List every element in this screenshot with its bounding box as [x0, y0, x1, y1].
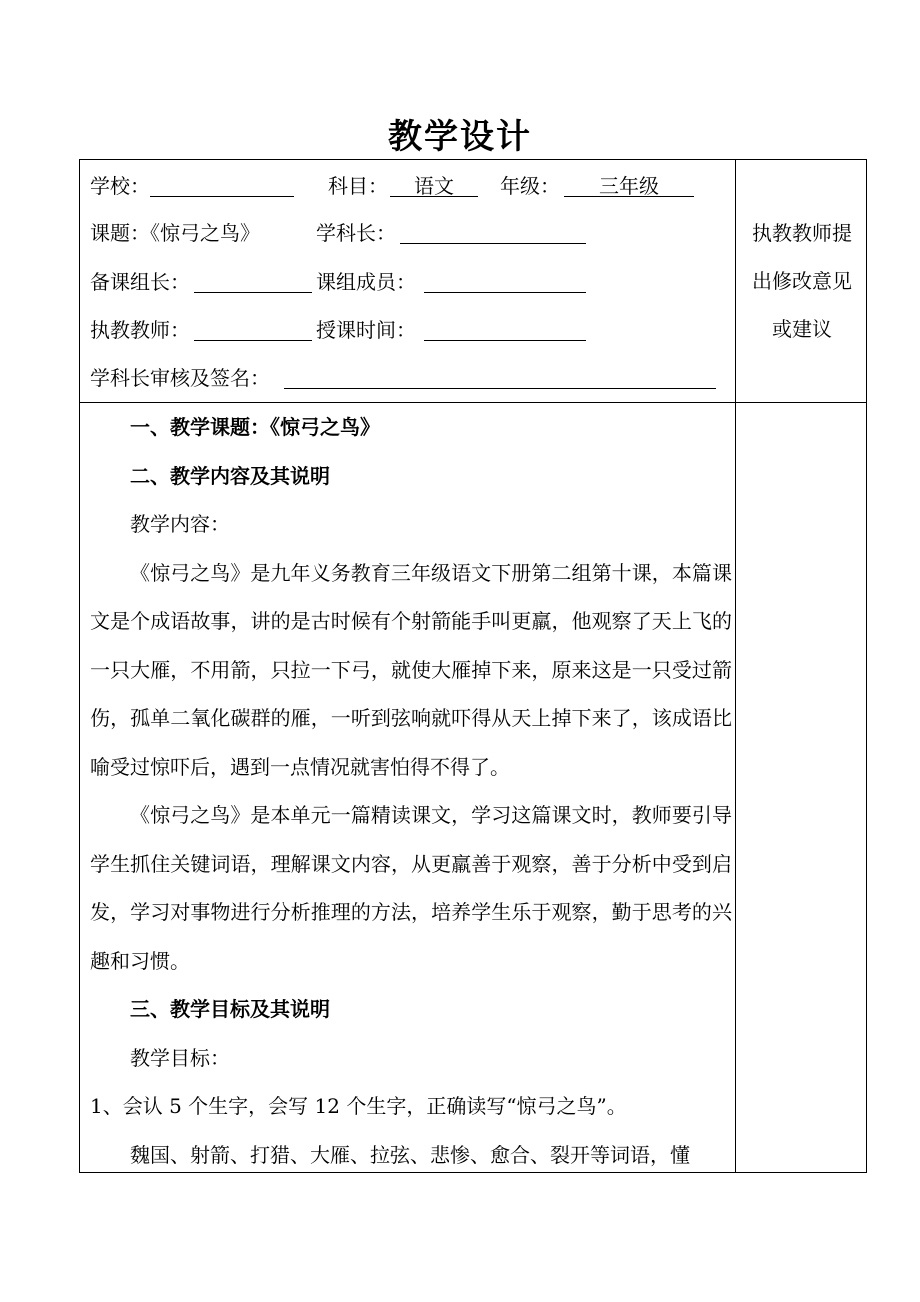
subject-value: 语文: [414, 174, 454, 198]
side-note-line: 或建议: [772, 317, 832, 341]
section-heading: 二、教学内容及其说明: [130, 463, 330, 488]
grade-label: 年级：: [500, 174, 560, 198]
group-leader-blank: [194, 292, 312, 293]
goal-label: 教学目标：: [130, 1045, 230, 1070]
paragraph: 《惊弓之鸟》是九年义务教育三年级语文下册第二组第十课，本篇课文是个成语故事，讲的是古时候有个射箭能手叫更羸，他观察了天上飞的一只大雁，不用箭，只拉一下弓，就使大雁掉下来，原来这是一只受过箭伤，孤单二氧化碳群的雁，一听到弦响就吓得从天上掉下来了，该成语比喻受过惊吓后，遇到一点情况就害怕得不得了。: [90, 560, 732, 779]
school-label: 学校：: [90, 174, 150, 198]
paragraph: 《惊弓之鸟》是本单元一篇精读课文，学习这篇课文时，教师要引导学生抓住关键词语，理解课文内容，从更羸善于观察，善于分析中受到启发，学习对事物进行分析推理的方法，培养学生乐于观察，勤于思考的兴趣和习惯。: [90, 803, 732, 973]
page-title: 教学设计: [388, 117, 532, 157]
section-heading: 三、教学目标及其说明: [130, 997, 330, 1021]
goal-item-continued: 魏国、射箭、打猎、大雁、拉弦、悲惨、愈合、裂开等词语，懂: [130, 1142, 690, 1167]
teacher-blank: [194, 340, 312, 341]
head-blank: [400, 243, 586, 244]
side-note: [738, 209, 866, 353]
review-label: 学科长审核及签名：: [90, 366, 270, 390]
section-heading: 一、教学课题：《惊弓之鸟》: [130, 415, 380, 439]
members-label: 课组成员：: [316, 270, 416, 294]
teacher-label: 执教教师：: [90, 318, 190, 342]
time-blank: [424, 340, 586, 341]
side-note-line: 执教教师提: [752, 221, 852, 245]
side-note-line: 出修改意见: [752, 269, 852, 293]
goal-item: 1、会认 5 个生字，会写 12 个生字，正确读写“惊弓之鸟”。: [90, 1094, 627, 1118]
content-body: [90, 403, 732, 1179]
members-blank: [424, 292, 586, 293]
grade-value: 三年级: [599, 174, 659, 198]
content-label: 教学内容：: [130, 512, 230, 536]
group-leader-label: 备课组长：: [90, 270, 190, 294]
head-label: 学科长：: [316, 221, 396, 245]
subject-label: 科目：: [328, 174, 388, 198]
table-column-divider: [735, 159, 736, 1173]
time-label: 授课时间：: [316, 318, 416, 342]
topic-label: 课题：《惊弓之鸟》: [90, 221, 260, 245]
school-blank: [150, 196, 294, 197]
review-blank: [284, 388, 716, 389]
